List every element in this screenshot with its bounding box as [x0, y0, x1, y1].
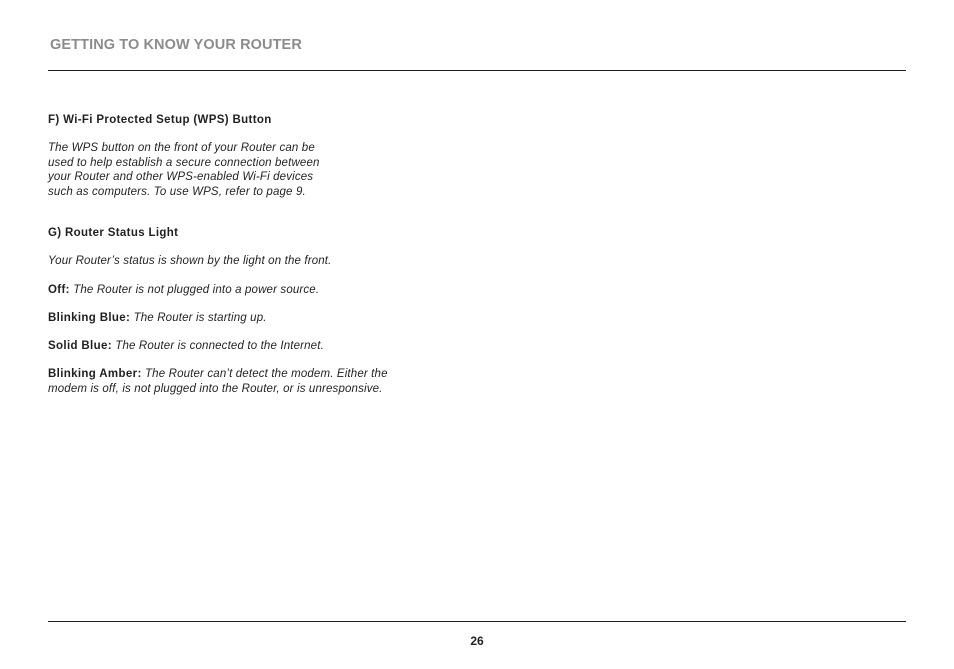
status-item-blinking-amber — [48, 367, 388, 396]
status-description: modem is off, is not plugged into the Router, or is unresponsive. — [48, 382, 383, 395]
status-description: The Router can’t detect the modem. Either the — [145, 368, 388, 380]
status-item-solid-blue — [48, 339, 324, 354]
wps-description-line: The WPS button on the front of your Router can be — [48, 142, 315, 154]
status-light-intro: Your Router’s status is shown by the light on the front. — [48, 255, 332, 267]
status-term: Blinking Blue: — [48, 312, 131, 324]
status-item-blinking-blue — [48, 311, 267, 326]
wps-description-line: such as computers. To use WPS, refer to page 9. — [48, 185, 306, 198]
status-description: The Router is not plugged into a power source. — [73, 284, 320, 296]
status-term: Off: — [48, 284, 70, 296]
wps-description-line: your Router and other WPS-enabled Wi-Fi devices — [48, 171, 314, 183]
status-term: Blinking Amber: — [48, 368, 142, 380]
status-term: Solid Blue: — [48, 340, 112, 352]
status-item-off — [48, 283, 319, 298]
header-divider — [48, 70, 906, 71]
status-description: The Router is starting up. — [133, 312, 267, 324]
section-heading-status-light: G) Router Status Light — [48, 227, 179, 239]
page-header-title: GETTING TO KNOW YOUR ROUTER — [50, 37, 302, 53]
wps-description-line: used to help establish a secure connection between — [48, 156, 320, 169]
status-description: The Router is connected to the Internet. — [115, 340, 324, 352]
page-number: 26 — [470, 634, 484, 648]
footer-divider — [48, 621, 906, 622]
section-heading-wps: F) Wi-Fi Protected Setup (WPS) Button — [48, 114, 272, 126]
wps-description — [48, 141, 320, 199]
